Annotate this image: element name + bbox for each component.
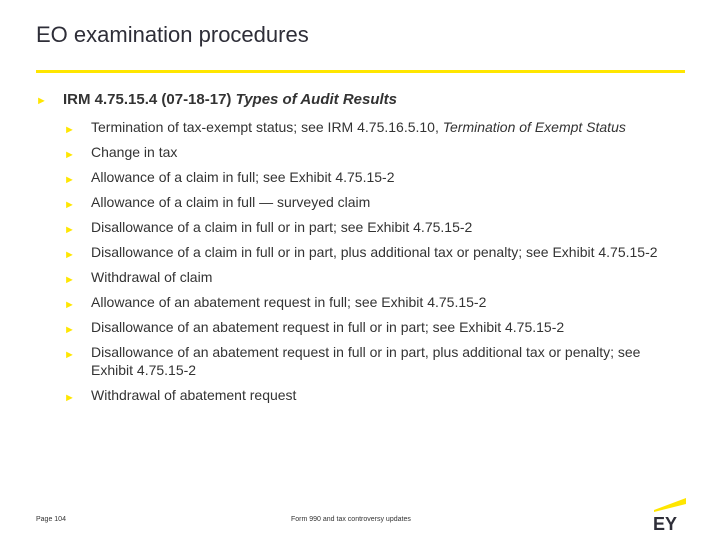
bullet-arrow-icon: ► [64,174,75,186]
sub-bullet-text: Allowance of an abatement request in full; see Exhibit 4.75.15-2 [91,294,487,310]
sub-bullet-text: Allowance of a claim in full — surveyed claim [91,194,371,210]
page-number: Page 104 [36,516,66,523]
bullet-arrow-icon: ► [36,95,47,107]
sub-bullet-item [64,343,674,379]
bullet-arrow-icon: ► [64,299,75,311]
bullet-arrow-icon: ► [64,124,75,136]
sub-bullet-text: Termination of tax-exempt status; see IRM 4.75.16.5.10, [91,119,443,135]
sub-bullet-item [64,268,674,286]
sub-bullet-text: Disallowance of an abatement request in full or in part; see Exhibit 4.75.15-2 [91,319,565,335]
ey-logo-beam [654,498,686,512]
bullet-arrow-icon: ► [64,249,75,261]
bullet-arrow-icon: ► [64,224,75,236]
sub-bullet-item [64,193,674,211]
sub-bullet-item [64,243,674,261]
sub-bullet-italic: Termination of Exempt Status [442,119,626,135]
bullet-arrow-icon: ► [64,324,75,336]
sub-bullet-text: Change in tax [91,144,178,160]
sub-bullet-text: Disallowance of a claim in full or in part; see Exhibit 4.75.15-2 [91,219,473,235]
sub-bullet-item [64,168,674,186]
footer-text: Form 990 and tax controversy updates [291,516,411,523]
bullet-arrow-icon: ► [64,349,75,361]
bullet-arrow-icon: ► [64,392,75,404]
ey-logo-text: EY [653,514,678,532]
sub-bullet-item [64,318,674,336]
sub-bullet-text: Disallowance of an abatement request in full or in part, plus additional tax or penalty; see Exhibit 4.75.15-2 [91,344,641,378]
main-bullet-italic: Types of Audit Results [235,91,397,108]
slide-title: EO examination procedures [36,22,309,47]
main-bullet-text [63,91,397,108]
sub-bullet-item [64,143,674,161]
sub-bullet-text: Allowance of a claim in full; see Exhibit 4.75.15-2 [91,169,395,185]
bullet-arrow-icon: ► [64,274,75,286]
title-underline [36,70,685,73]
sub-bullet-item [64,293,674,311]
sub-bullet-item [64,118,674,136]
sub-bullet-item [64,218,674,236]
bullet-arrow-icon: ► [64,149,75,161]
sub-bullet-list [64,118,674,411]
sub-bullet-text: Disallowance of a claim in full or in part, plus additional tax or penalty; see Exhibit 4.75.15-2 [91,244,658,260]
sub-bullet-item [64,386,674,404]
sub-bullet-text: Withdrawal of abatement request [91,387,297,403]
ey-logo [650,496,690,532]
sub-bullet-text: Withdrawal of claim [91,269,213,285]
bullet-arrow-icon: ► [64,199,75,211]
main-bullet-prefix: IRM 4.75.15.4 (07-18-17) [63,91,236,108]
